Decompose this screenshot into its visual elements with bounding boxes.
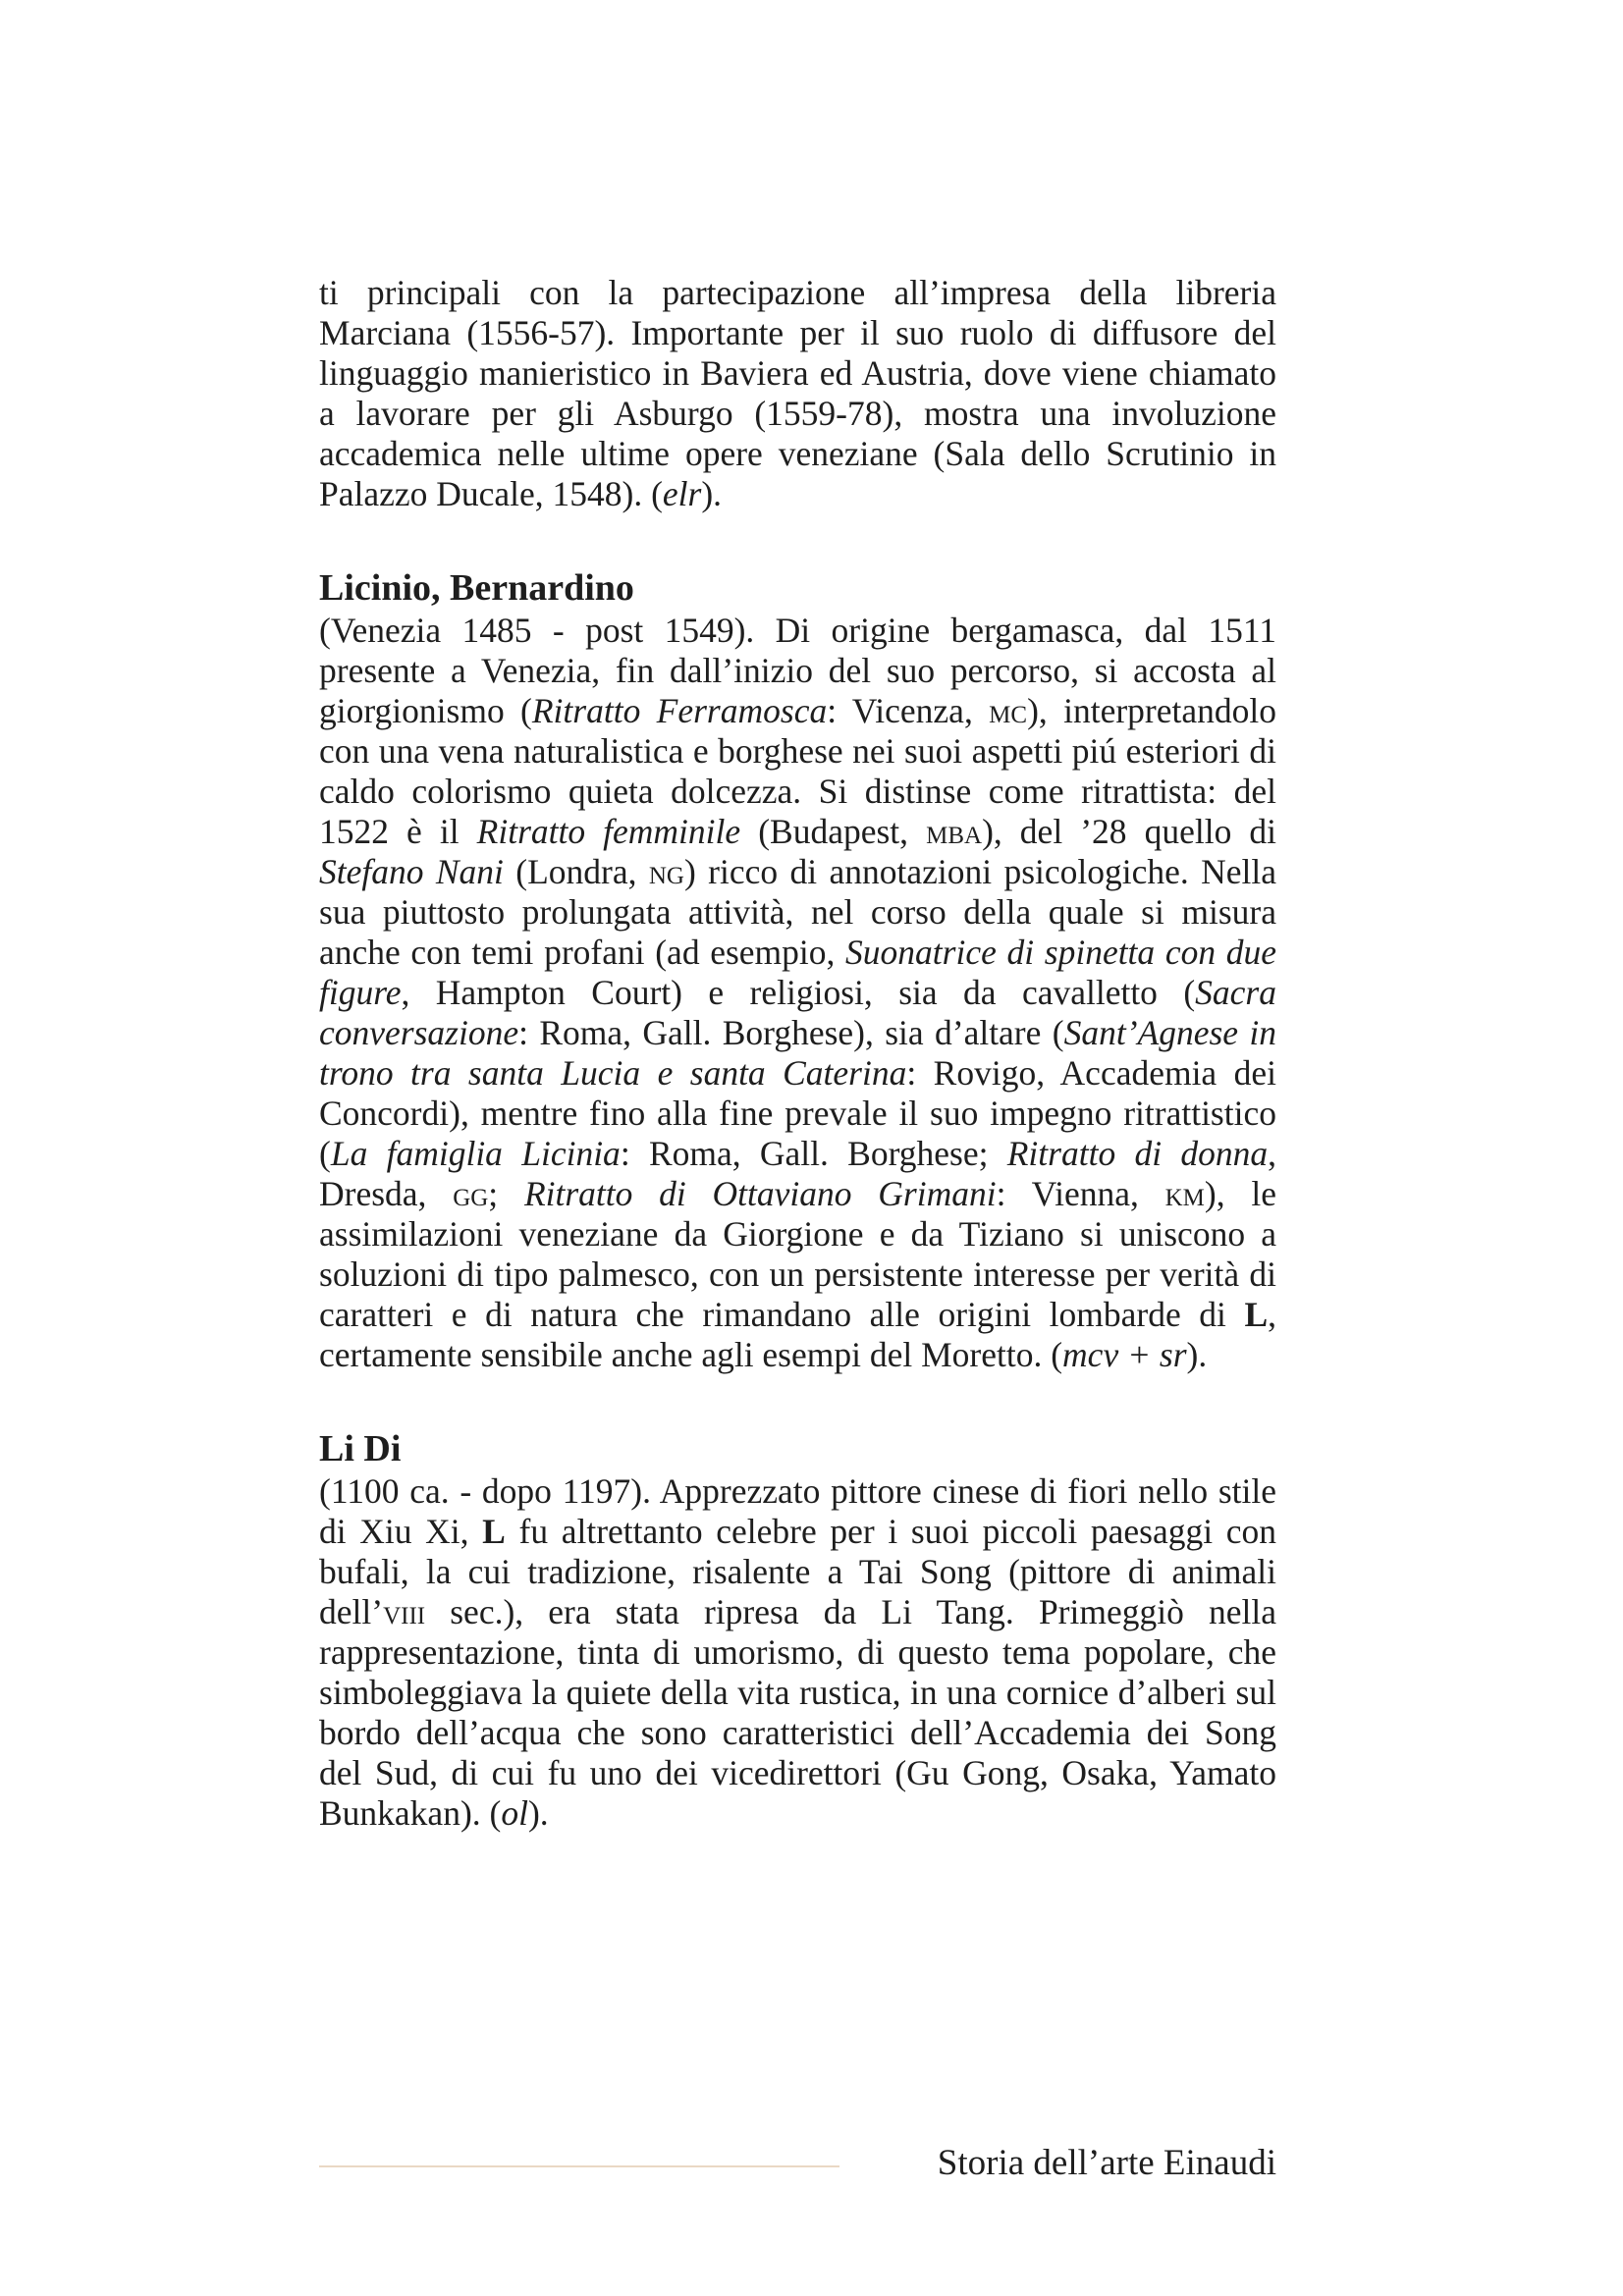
entry-licinio-bernardino — [319, 565, 1276, 1375]
text-run: (1100 ca. - dopo 1197). Apprezzato pittore cinese di fiori nello stile di Xiu Xi, — [319, 1471, 1276, 1551]
text-run: (Venezia 1485 - post 1549). Di origine bergamasca, dal 1511 presente a Venezia, fin dall’inizio del suo percorso, si accosta al giorgionismo ( — [319, 611, 1276, 730]
text-run: : Roma, Gall. Borghese), sia d’altare ( — [518, 1013, 1064, 1052]
entry-body — [319, 1471, 1276, 1834]
italic-text: Ritratto Ferramosca — [531, 691, 828, 730]
text-run: sec.), era stata ripresa da Li Tang. Primeggiò nella rappresentazione, tinta di umorismo, di questo tema popolare, che simboleggiava la quiete della vita rustica, in una cornice d’alberi sul bordo dell’acqua che sono caratteristici dell’Accademia dei Song del Sud, di cui fu uno dei vicedirettori (Gu Gong, Osaka, Yamato Bunkakan). ( — [319, 1592, 1276, 1833]
entry-li-di — [319, 1426, 1276, 1834]
page-content — [319, 273, 1276, 1834]
text-run: fu altrettanto celebre per i suoi piccoli paesaggi con bufali, la cui tradizione, risalente a Tai Song (pittore di animali dell’ — [319, 1512, 1276, 1631]
page-footer — [319, 2140, 1276, 2187]
italic-text: Ritratto di Ottaviano Grimani — [523, 1174, 997, 1213]
italic-text: Sacra conversazione — [319, 973, 1276, 1052]
italic-text: Sant’Agnese in trono tra santa Lucia e santa Caterina — [319, 1013, 1277, 1093]
small-caps-text: gg — [453, 1174, 489, 1213]
small-caps-text: viii — [383, 1592, 426, 1631]
bold-text: L — [1244, 1295, 1269, 1334]
small-caps-text: ng — [648, 852, 684, 891]
italic-text: Suonatrice di spinetta con due figure — [319, 933, 1276, 1012]
text-run: ). — [701, 474, 723, 513]
footer-rule — [319, 2165, 839, 2167]
text-run: ; — [488, 1174, 524, 1213]
intro-paragraph — [319, 273, 1276, 514]
text-run: ), le assimilazioni veneziane da Giorgione e da Tiziano si uniscono a soluzioni di tipo palmesco, con un persistente interesse per verità di caratteri e di natura che rimandano alle origini lombarde di — [319, 1174, 1276, 1334]
text-run: : Roma, Gall. Borghese; — [620, 1134, 1007, 1173]
footer-title: Storia dell’arte Einaudi — [937, 2143, 1276, 2183]
small-caps-text: mc — [989, 691, 1028, 730]
italic-text: ol — [501, 1793, 528, 1833]
italic-text: Stefano Nani — [319, 852, 504, 891]
text-run: ), interpretandolo con una vena naturalistica e borghese nei suoi aspetti piú esteriori di caldo colorismo quieta dolcezza. Si distinse come ritrattista: del 1522 è il — [319, 691, 1276, 851]
italic-text: Ritratto di donna — [1006, 1134, 1269, 1173]
italic-text: Ritratto femminile — [476, 812, 741, 851]
text-run: ). — [527, 1793, 549, 1833]
text-run: : Vienna, — [996, 1174, 1165, 1213]
entry-body — [319, 611, 1276, 1375]
text-run: (Budapest, — [740, 812, 927, 851]
text-run: : Vicenza, — [827, 691, 990, 730]
entry-heading: Li Di — [319, 1428, 402, 1469]
italic-text: mcv + sr — [1062, 1335, 1187, 1374]
text-run: , Dresda, — [319, 1134, 1276, 1213]
text-run: , Hampton Court) e religiosi, sia da cavalletto ( — [401, 973, 1196, 1012]
small-caps-text: mba — [926, 812, 983, 851]
italic-text: La famiglia Licinia — [330, 1134, 621, 1173]
text-run: ti principali con la partecipazione all’impresa della libreria Marciana (1556-57). Importante per il suo ruolo di diffusore del linguaggio manieristico in Baviera ed Austria, dove viene chiamato a lavorare per gli Asburgo (1559-78), mostra una involuzione accademica nelle ultime opere veneziane (Sala dello Scrutinio in Palazzo Ducale, 1548). ( — [319, 273, 1276, 513]
text-run: , certamente sensibile anche agli esempi del Moretto. ( — [319, 1295, 1276, 1374]
text-run: : Rovigo, Accademia dei Concordi), mentre fino alla fine prevale il suo impegno ritrattistico ( — [319, 1053, 1276, 1173]
text-run: ). — [1186, 1335, 1208, 1374]
bold-text: L — [482, 1512, 506, 1551]
entry-heading: Licinio, Bernardino — [319, 567, 634, 609]
text-run: ), del ’28 quello di — [982, 812, 1277, 851]
italic-text: elr — [662, 474, 702, 513]
small-caps-text: km — [1164, 1174, 1205, 1213]
text-run: ) ricco di annotazioni psicologiche. Nella sua piuttosto prolungata attività, nel corso della quale si misura anche con temi profani (ad esempio, — [319, 852, 1276, 972]
text-run: (Londra, — [503, 852, 649, 891]
